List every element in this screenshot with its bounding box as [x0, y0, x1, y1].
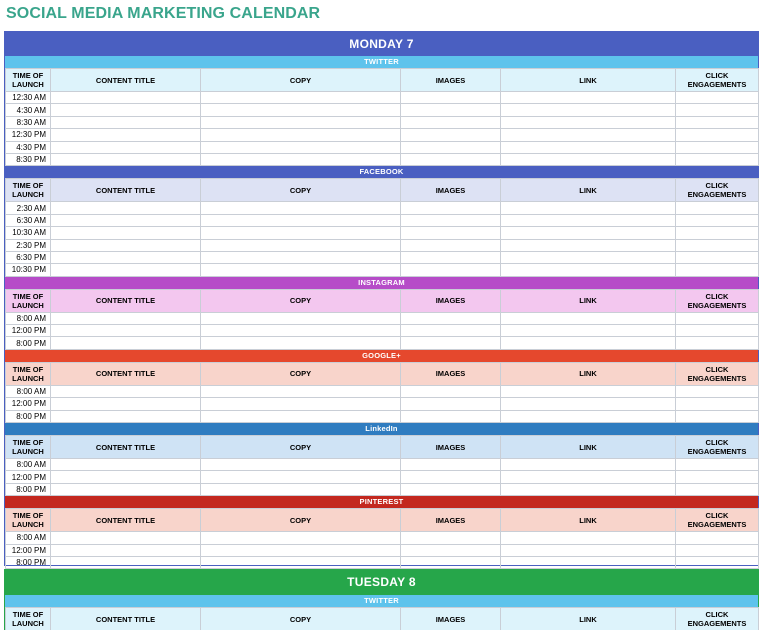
- editable-cell[interactable]: [676, 325, 759, 337]
- table-row: [6, 251, 759, 263]
- editable-cell[interactable]: [676, 129, 759, 141]
- editable-cell[interactable]: [201, 325, 401, 337]
- table-row: [6, 556, 759, 568]
- editable-cell[interactable]: [51, 556, 201, 568]
- column-header-click-engagements: CLICK ENGAGEMENTS: [676, 362, 759, 385]
- table-row: [6, 214, 759, 226]
- editable-cell[interactable]: [676, 459, 759, 471]
- editable-cell[interactable]: [401, 410, 501, 422]
- launch-time-cell: 8:00 AM: [6, 532, 51, 544]
- column-header-link: LINK: [501, 179, 676, 202]
- table-row: [6, 202, 759, 214]
- editable-cell[interactable]: [401, 214, 501, 226]
- column-header-time-of-launch: TIME OF LAUNCH: [6, 509, 51, 532]
- launch-time-cell: 4:30 AM: [6, 104, 51, 116]
- column-header-row: [6, 362, 759, 385]
- column-header-copy: COPY: [201, 69, 401, 92]
- editable-cell[interactable]: [201, 312, 401, 324]
- editable-cell[interactable]: [201, 459, 401, 471]
- editable-cell[interactable]: [501, 325, 676, 337]
- editable-cell[interactable]: [401, 202, 501, 214]
- editable-cell[interactable]: [201, 483, 401, 495]
- schedule-table: [5, 508, 759, 569]
- column-header-row: [6, 69, 759, 92]
- editable-cell[interactable]: [201, 544, 401, 556]
- editable-cell[interactable]: [401, 129, 501, 141]
- editable-cell[interactable]: [201, 227, 401, 239]
- editable-cell[interactable]: [501, 264, 676, 276]
- column-header-row: [6, 179, 759, 202]
- editable-cell[interactable]: [401, 227, 501, 239]
- column-header-content-title: CONTENT TITLE: [51, 436, 201, 459]
- table-row: [6, 410, 759, 422]
- editable-cell[interactable]: [51, 92, 201, 104]
- editable-cell[interactable]: [676, 141, 759, 153]
- editable-cell[interactable]: [51, 202, 201, 214]
- column-header-content-title: CONTENT TITLE: [51, 69, 201, 92]
- editable-cell[interactable]: [401, 337, 501, 349]
- editable-cell[interactable]: [51, 264, 201, 276]
- editable-cell[interactable]: [51, 153, 201, 165]
- launch-time-cell: 12:30 PM: [6, 129, 51, 141]
- editable-cell[interactable]: [201, 141, 401, 153]
- editable-cell[interactable]: [501, 410, 676, 422]
- editable-cell[interactable]: [51, 459, 201, 471]
- editable-cell[interactable]: [401, 116, 501, 128]
- editable-cell[interactable]: [501, 459, 676, 471]
- editable-cell[interactable]: [201, 104, 401, 116]
- column-header-copy: COPY: [201, 362, 401, 385]
- table-row: [6, 385, 759, 397]
- editable-cell[interactable]: [401, 398, 501, 410]
- editable-cell[interactable]: [201, 532, 401, 544]
- launch-time-cell: 2:30 PM: [6, 239, 51, 251]
- column-header-click-engagements: CLICK ENGAGEMENTS: [676, 179, 759, 202]
- column-header-images: IMAGES: [401, 69, 501, 92]
- editable-cell[interactable]: [201, 153, 401, 165]
- table-row: [6, 129, 759, 141]
- column-header-images: IMAGES: [401, 608, 501, 630]
- editable-cell[interactable]: [401, 141, 501, 153]
- column-header-content-title: CONTENT TITLE: [51, 362, 201, 385]
- launch-time-cell: 8:00 PM: [6, 410, 51, 422]
- column-header-link: LINK: [501, 509, 676, 532]
- section-bar-pinterest: PINTEREST: [5, 496, 758, 508]
- editable-cell[interactable]: [676, 385, 759, 397]
- column-header-time-of-launch: TIME OF LAUNCH: [6, 69, 51, 92]
- editable-cell[interactable]: [401, 325, 501, 337]
- editable-cell[interactable]: [201, 202, 401, 214]
- launch-time-cell: 12:00 PM: [6, 325, 51, 337]
- editable-cell[interactable]: [51, 312, 201, 324]
- launch-time-cell: 12:00 PM: [6, 471, 51, 483]
- editable-cell[interactable]: [201, 410, 401, 422]
- column-header-time-of-launch: TIME OF LAUNCH: [6, 608, 51, 630]
- editable-cell[interactable]: [401, 532, 501, 544]
- editable-cell[interactable]: [201, 264, 401, 276]
- column-header-images: IMAGES: [401, 289, 501, 312]
- editable-cell[interactable]: [501, 153, 676, 165]
- column-header-click-engagements: CLICK ENGAGEMENTS: [676, 289, 759, 312]
- launch-time-cell: 8:00 PM: [6, 483, 51, 495]
- table-row: [6, 325, 759, 337]
- column-header-click-engagements: CLICK ENGAGEMENTS: [676, 608, 759, 630]
- editable-cell[interactable]: [501, 214, 676, 226]
- section-bar-google: GOOGLE+: [5, 350, 758, 362]
- editable-cell[interactable]: [401, 153, 501, 165]
- schedule-table: [5, 289, 759, 350]
- editable-cell[interactable]: [201, 239, 401, 251]
- editable-cell[interactable]: [51, 385, 201, 397]
- column-header-link: LINK: [501, 608, 676, 630]
- column-header-images: IMAGES: [401, 179, 501, 202]
- editable-cell[interactable]: [51, 398, 201, 410]
- editable-cell[interactable]: [401, 544, 501, 556]
- editable-cell[interactable]: [51, 337, 201, 349]
- editable-cell[interactable]: [676, 410, 759, 422]
- table-row: [6, 544, 759, 556]
- editable-cell[interactable]: [51, 227, 201, 239]
- section-bar-facebook: FACEBOOK: [5, 166, 758, 178]
- editable-cell[interactable]: [51, 104, 201, 116]
- editable-cell[interactable]: [201, 92, 401, 104]
- editable-cell[interactable]: [501, 532, 676, 544]
- launch-time-cell: 12:00 PM: [6, 544, 51, 556]
- editable-cell[interactable]: [501, 385, 676, 397]
- editable-cell[interactable]: [201, 471, 401, 483]
- column-header-row: [6, 436, 759, 459]
- editable-cell[interactable]: [51, 129, 201, 141]
- editable-cell[interactable]: [201, 214, 401, 226]
- column-header-row: [6, 289, 759, 312]
- editable-cell[interactable]: [51, 532, 201, 544]
- launch-time-cell: 12:30 AM: [6, 92, 51, 104]
- launch-time-cell: 10:30 AM: [6, 227, 51, 239]
- column-header-link: LINK: [501, 362, 676, 385]
- editable-cell[interactable]: [501, 398, 676, 410]
- page-title: SOCIAL MEDIA MARKETING CALENDAR: [6, 5, 321, 22]
- editable-cell[interactable]: [401, 264, 501, 276]
- column-header-row: [6, 608, 759, 630]
- launch-time-cell: 8:00 PM: [6, 337, 51, 349]
- editable-cell[interactable]: [51, 471, 201, 483]
- editable-cell[interactable]: [676, 544, 759, 556]
- table-row: [6, 104, 759, 116]
- editable-cell[interactable]: [401, 556, 501, 568]
- editable-cell[interactable]: [501, 312, 676, 324]
- editable-cell[interactable]: [201, 337, 401, 349]
- table-row: [6, 153, 759, 165]
- editable-cell[interactable]: [51, 239, 201, 251]
- launch-time-cell: 4:30 PM: [6, 141, 51, 153]
- column-header-row: [6, 509, 759, 532]
- editable-cell[interactable]: [676, 153, 759, 165]
- section-bar-twitter: TWITTER: [5, 56, 758, 68]
- editable-cell[interactable]: [401, 92, 501, 104]
- editable-cell[interactable]: [401, 239, 501, 251]
- column-header-content-title: CONTENT TITLE: [51, 179, 201, 202]
- launch-time-cell: 12:00 PM: [6, 398, 51, 410]
- column-header-images: IMAGES: [401, 509, 501, 532]
- editable-cell[interactable]: [201, 385, 401, 397]
- column-header-copy: COPY: [201, 289, 401, 312]
- editable-cell[interactable]: [501, 116, 676, 128]
- launch-time-cell: 8:30 PM: [6, 153, 51, 165]
- editable-cell[interactable]: [676, 239, 759, 251]
- column-header-link: LINK: [501, 69, 676, 92]
- table-row: [6, 227, 759, 239]
- launch-time-cell: 8:00 PM: [6, 556, 51, 568]
- day-block-monday: [4, 31, 759, 566]
- launch-time-cell: 6:30 AM: [6, 214, 51, 226]
- editable-cell[interactable]: [501, 104, 676, 116]
- editable-cell[interactable]: [401, 104, 501, 116]
- editable-cell[interactable]: [51, 544, 201, 556]
- editable-cell[interactable]: [401, 459, 501, 471]
- editable-cell[interactable]: [676, 92, 759, 104]
- editable-cell[interactable]: [501, 227, 676, 239]
- editable-cell[interactable]: [51, 116, 201, 128]
- column-header-click-engagements: CLICK ENGAGEMENTS: [676, 436, 759, 459]
- column-header-content-title: CONTENT TITLE: [51, 608, 201, 630]
- editable-cell[interactable]: [201, 129, 401, 141]
- table-row: [6, 116, 759, 128]
- editable-cell[interactable]: [501, 471, 676, 483]
- day-header: MONDAY 7: [5, 32, 758, 56]
- editable-cell[interactable]: [201, 251, 401, 263]
- editable-cell[interactable]: [676, 483, 759, 495]
- table-row: [6, 483, 759, 495]
- editable-cell[interactable]: [401, 251, 501, 263]
- column-header-time-of-launch: TIME OF LAUNCH: [6, 289, 51, 312]
- editable-cell[interactable]: [676, 251, 759, 263]
- editable-cell[interactable]: [501, 483, 676, 495]
- editable-cell[interactable]: [501, 141, 676, 153]
- editable-cell[interactable]: [501, 202, 676, 214]
- table-row: [6, 337, 759, 349]
- column-header-time-of-launch: TIME OF LAUNCH: [6, 179, 51, 202]
- editable-cell[interactable]: [51, 483, 201, 495]
- column-header-images: IMAGES: [401, 362, 501, 385]
- launch-time-cell: 8:00 AM: [6, 385, 51, 397]
- column-header-time-of-launch: TIME OF LAUNCH: [6, 362, 51, 385]
- editable-cell[interactable]: [401, 483, 501, 495]
- launch-time-cell: 2:30 AM: [6, 202, 51, 214]
- editable-cell[interactable]: [676, 556, 759, 568]
- launch-time-cell: 10:30 PM: [6, 264, 51, 276]
- table-row: [6, 141, 759, 153]
- section-bar-linkedin: LinkedIn: [5, 423, 758, 435]
- editable-cell[interactable]: [201, 556, 401, 568]
- editable-cell[interactable]: [401, 312, 501, 324]
- table-row: [6, 398, 759, 410]
- column-header-link: LINK: [501, 436, 676, 459]
- table-row: [6, 532, 759, 544]
- day-block-tuesday: [4, 569, 759, 630]
- schedule-table: [5, 435, 759, 496]
- section-bar-instagram: INSTAGRAM: [5, 277, 758, 289]
- editable-cell[interactable]: [201, 398, 401, 410]
- editable-cell[interactable]: [51, 141, 201, 153]
- column-header-content-title: CONTENT TITLE: [51, 509, 201, 532]
- editable-cell[interactable]: [501, 544, 676, 556]
- editable-cell[interactable]: [51, 214, 201, 226]
- editable-cell[interactable]: [676, 214, 759, 226]
- editable-cell[interactable]: [676, 202, 759, 214]
- editable-cell[interactable]: [676, 116, 759, 128]
- launch-time-cell: 8:30 AM: [6, 116, 51, 128]
- table-row: [6, 239, 759, 251]
- launch-time-cell: 8:00 AM: [6, 459, 51, 471]
- launch-time-cell: 8:00 AM: [6, 312, 51, 324]
- column-header-copy: COPY: [201, 608, 401, 630]
- editable-cell[interactable]: [501, 129, 676, 141]
- column-header-images: IMAGES: [401, 436, 501, 459]
- column-header-copy: COPY: [201, 509, 401, 532]
- editable-cell[interactable]: [676, 104, 759, 116]
- schedule-table: [5, 362, 759, 423]
- editable-cell[interactable]: [501, 337, 676, 349]
- column-header-click-engagements: CLICK ENGAGEMENTS: [676, 69, 759, 92]
- table-row: [6, 312, 759, 324]
- editable-cell[interactable]: [51, 410, 201, 422]
- table-row: [6, 471, 759, 483]
- editable-cell[interactable]: [676, 227, 759, 239]
- editable-cell[interactable]: [401, 471, 501, 483]
- editable-cell[interactable]: [201, 116, 401, 128]
- editable-cell[interactable]: [51, 251, 201, 263]
- editable-cell[interactable]: [676, 398, 759, 410]
- column-header-link: LINK: [501, 289, 676, 312]
- launch-time-cell: 6:30 PM: [6, 251, 51, 263]
- editable-cell[interactable]: [676, 312, 759, 324]
- schedule-table: [5, 68, 759, 166]
- table-row: [6, 264, 759, 276]
- editable-cell[interactable]: [51, 325, 201, 337]
- column-header-click-engagements: CLICK ENGAGEMENTS: [676, 509, 759, 532]
- editable-cell[interactable]: [501, 251, 676, 263]
- day-header: TUESDAY 8: [5, 570, 758, 595]
- editable-cell[interactable]: [676, 471, 759, 483]
- column-header-copy: COPY: [201, 436, 401, 459]
- editable-cell[interactable]: [676, 532, 759, 544]
- editable-cell[interactable]: [501, 92, 676, 104]
- table-row: [6, 459, 759, 471]
- editable-cell[interactable]: [401, 385, 501, 397]
- column-header-copy: COPY: [201, 179, 401, 202]
- schedule-table: [5, 178, 759, 276]
- schedule-table: [5, 607, 759, 630]
- column-header-content-title: CONTENT TITLE: [51, 289, 201, 312]
- section-bar-twitter: TWITTER: [5, 595, 758, 607]
- column-header-time-of-launch: TIME OF LAUNCH: [6, 436, 51, 459]
- editable-cell[interactable]: [676, 264, 759, 276]
- editable-cell[interactable]: [501, 239, 676, 251]
- editable-cell[interactable]: [676, 337, 759, 349]
- table-row: [6, 92, 759, 104]
- editable-cell[interactable]: [501, 556, 676, 568]
